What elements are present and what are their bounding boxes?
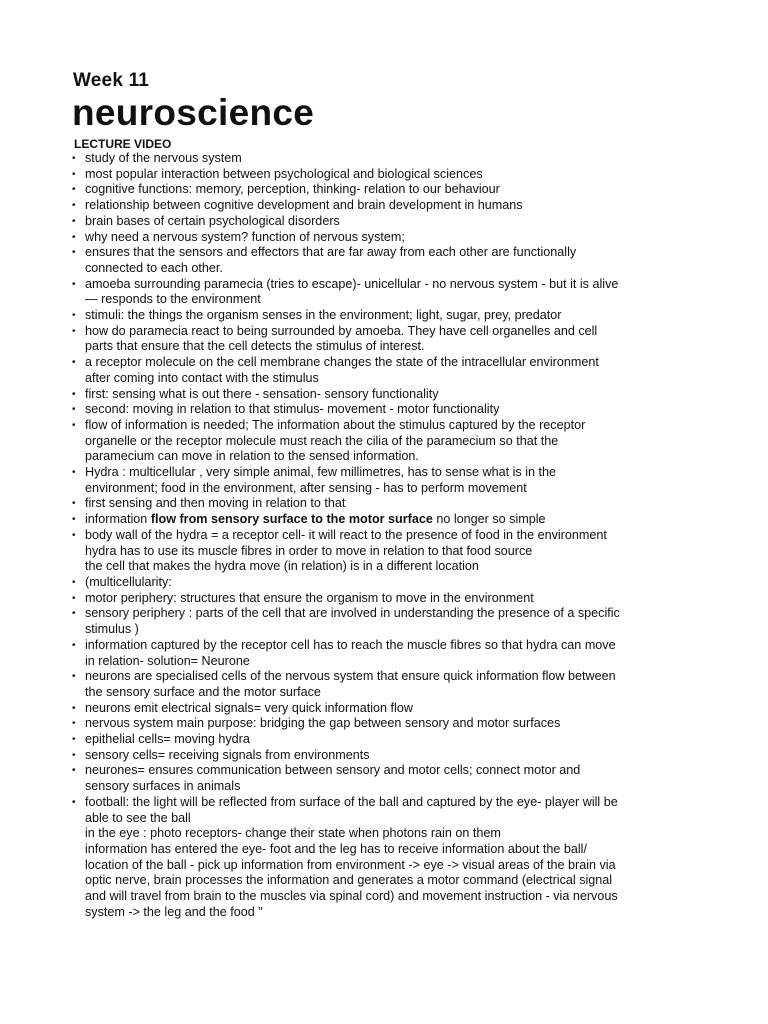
list-item xyxy=(71,716,721,732)
bullet-icon: • xyxy=(72,765,76,777)
list-item-line: (multicellularity: xyxy=(85,574,172,589)
notes-list xyxy=(71,151,721,920)
bullet-icon: • xyxy=(72,215,76,227)
bullet-icon: • xyxy=(72,514,76,526)
list-item-line: information captured by the receptor cell has to reach the muscle fibres so that hydra can move xyxy=(85,637,616,652)
bullet-icon: • xyxy=(72,467,76,479)
bullet-icon: • xyxy=(72,671,76,683)
list-item-line: nervous system main purpose: bridging the gap between sensory and motor surfaces xyxy=(85,716,561,731)
list-item xyxy=(71,763,721,794)
list-item-line: sensory periphery : parts of the cell that are involved in understanding the presence of a specific xyxy=(85,606,620,621)
list-item-line: Hydra : multicellular , very simple animal, few millimetres, has to sense what is in the xyxy=(85,465,557,480)
list-item-line: able to see the ball xyxy=(85,810,191,825)
list-item xyxy=(71,230,721,246)
list-item xyxy=(71,591,721,607)
list-item xyxy=(71,575,721,591)
section-heading: LECTURE VIDEO xyxy=(74,137,172,151)
list-item-line: motor periphery: structures that ensure the organism to move in the environment xyxy=(85,590,534,605)
list-item xyxy=(71,496,721,512)
list-item-line: information has entered the eye- foot and the leg has to receive information about the ball/ xyxy=(85,841,587,856)
list-item-line: most popular interaction between psychological and biological sciences xyxy=(85,166,483,181)
emphasis-text: flow from sensory surface to the motor surface xyxy=(150,512,433,527)
list-item-text: information xyxy=(85,512,151,527)
bullet-icon: • xyxy=(72,168,76,180)
list-item xyxy=(71,214,721,230)
list-item-line: stimulus ) xyxy=(85,622,139,637)
list-item-line: the cell that makes the hydra move (in relation) is in a different location xyxy=(85,559,479,574)
list-item-line: why need a nervous system? function of nervous system; xyxy=(85,229,405,244)
list-item-line: system -> the leg and the food " xyxy=(85,904,263,919)
bullet-icon: • xyxy=(72,153,76,164)
list-item-line: and will travel from brain to the muscles via spinal cord) and movement instruction - via nervous xyxy=(85,889,618,904)
list-item-line xyxy=(85,512,721,528)
week-heading: Week 11 xyxy=(73,70,150,91)
bullet-icon: • xyxy=(72,529,76,541)
list-item-line: sensory surfaces in animals xyxy=(85,779,241,794)
list-item xyxy=(71,245,721,276)
list-item-line: study of the nervous system xyxy=(85,151,242,165)
bullet-icon: • xyxy=(72,419,76,431)
bullet-icon: • xyxy=(72,247,76,259)
list-item xyxy=(71,748,721,764)
list-item-line: football: the light will be reflected from surface of the ball and captured by the eye- player will be xyxy=(85,794,618,809)
list-item-line: optic nerve, brain processes the information and generates a motor command (electrical signal xyxy=(85,873,613,888)
bullet-icon: • xyxy=(72,592,76,604)
list-item-line: after coming into contact with the stimulus xyxy=(85,370,319,385)
bullet-icon: • xyxy=(72,734,76,746)
list-item-text: no longer so simple xyxy=(432,512,546,527)
list-item xyxy=(71,512,721,528)
bullet-icon: • xyxy=(72,702,76,714)
bullet-icon: • xyxy=(72,388,76,400)
list-item-line: neurons emit electrical signals= very quick information flow xyxy=(85,700,413,715)
bullet-icon: • xyxy=(72,325,76,337)
bullet-icon: • xyxy=(72,576,76,588)
list-item-line: body wall of the hydra = a receptor cell- it will react to the presence of food in the environment xyxy=(85,527,607,542)
list-item-line: how do paramecia react to being surrounded by amoeba. They have cell organelles and cell xyxy=(85,323,598,338)
bullet-icon: • xyxy=(72,796,76,808)
list-item xyxy=(71,277,721,308)
list-item xyxy=(71,418,721,465)
list-item xyxy=(71,308,721,324)
list-item-line: first: sensing what is out there - sensation- sensory functionality xyxy=(85,386,439,401)
list-item-line: brain bases of certain psychological disorders xyxy=(85,213,340,228)
bullet-icon: • xyxy=(72,498,76,510)
list-item xyxy=(71,732,721,748)
bullet-icon: • xyxy=(72,404,76,416)
bullet-icon: • xyxy=(72,310,76,322)
list-item xyxy=(71,355,721,386)
list-item-line: second: moving in relation to that stimulus- movement - motor functionality xyxy=(85,402,500,417)
list-item-line: flow of information is needed; The information about the stimulus captured by the receptor xyxy=(85,417,586,432)
list-item-line: in relation- solution= Neurone xyxy=(85,653,250,668)
list-item-line: location of the ball - pick up information from environment -> eye -> visual areas of the brain via xyxy=(85,857,616,872)
page-title: neuroscience xyxy=(72,92,315,133)
list-item xyxy=(71,167,721,183)
list-item xyxy=(71,701,721,717)
list-item-line: cognitive functions: memory, perception, thinking- relation to our behaviour xyxy=(85,182,500,197)
list-item xyxy=(71,795,721,921)
list-item-line: environment; food in the environment, after sensing - has to perform movement xyxy=(85,480,527,495)
list-item-line: paramecium can move in relation to the sensed information. xyxy=(85,449,419,464)
list-item xyxy=(71,638,721,669)
list-item-line: stimuli: the things the organism senses in the environment; light, sugar, prey, predator xyxy=(85,308,562,323)
list-item-line: ensures that the sensors and effectors that are far away from each other are functionally xyxy=(85,245,577,260)
bullet-icon: • xyxy=(72,357,76,369)
list-item xyxy=(71,528,721,575)
list-item-line: first sensing and then moving in relation to that xyxy=(85,496,346,511)
list-item-line: connected to each other. xyxy=(85,260,223,275)
list-item xyxy=(71,387,721,403)
list-item-line: hydra has to use its muscle fibres in order to move in relation to that food source xyxy=(85,543,533,558)
bullet-icon: • xyxy=(72,200,76,212)
list-item-line: the sensory surface and the motor surface xyxy=(85,684,321,699)
list-item-line: — responds to the environment xyxy=(85,292,261,307)
bullet-icon: • xyxy=(72,231,76,243)
list-item xyxy=(71,151,721,167)
bullet-icon: • xyxy=(72,278,76,290)
bullet-icon: • xyxy=(72,718,76,730)
list-item xyxy=(71,324,721,355)
list-item xyxy=(71,198,721,214)
list-item-line: organelle or the receptor molecule must reach the cilia of the paramecium so that the xyxy=(85,433,559,448)
list-item-line: epithelial cells= moving hydra xyxy=(85,732,250,747)
list-item xyxy=(71,182,721,198)
bullet-icon: • xyxy=(72,608,76,620)
list-item-line: parts that ensure that the cell detects the stimulus of interest. xyxy=(85,339,425,354)
bullet-icon: • xyxy=(72,749,76,761)
list-item xyxy=(71,402,721,418)
bullet-icon: • xyxy=(72,184,76,196)
list-item-line: neurones= ensures communication between sensory and motor cells; connect motor and xyxy=(85,763,581,778)
list-item-line: amoeba surrounding paramecia (tries to escape)- unicellular - no nervous system - but it is alive xyxy=(85,276,619,291)
list-item-line: neurons are specialised cells of the nervous system that ensure quick information flow between xyxy=(85,669,616,684)
list-item xyxy=(71,606,721,637)
list-item xyxy=(71,465,721,496)
bullet-icon: • xyxy=(72,639,76,651)
list-item xyxy=(71,669,721,700)
list-item-line: a receptor molecule on the cell membrane changes the state of the intracellular environment xyxy=(85,355,599,370)
list-item-line: in the eye : photo receptors- change their state when photons rain on them xyxy=(85,826,501,841)
list-item-line: sensory cells= receiving signals from environments xyxy=(85,747,370,762)
list-item-line: relationship between cognitive development and brain development in humans xyxy=(85,198,523,213)
